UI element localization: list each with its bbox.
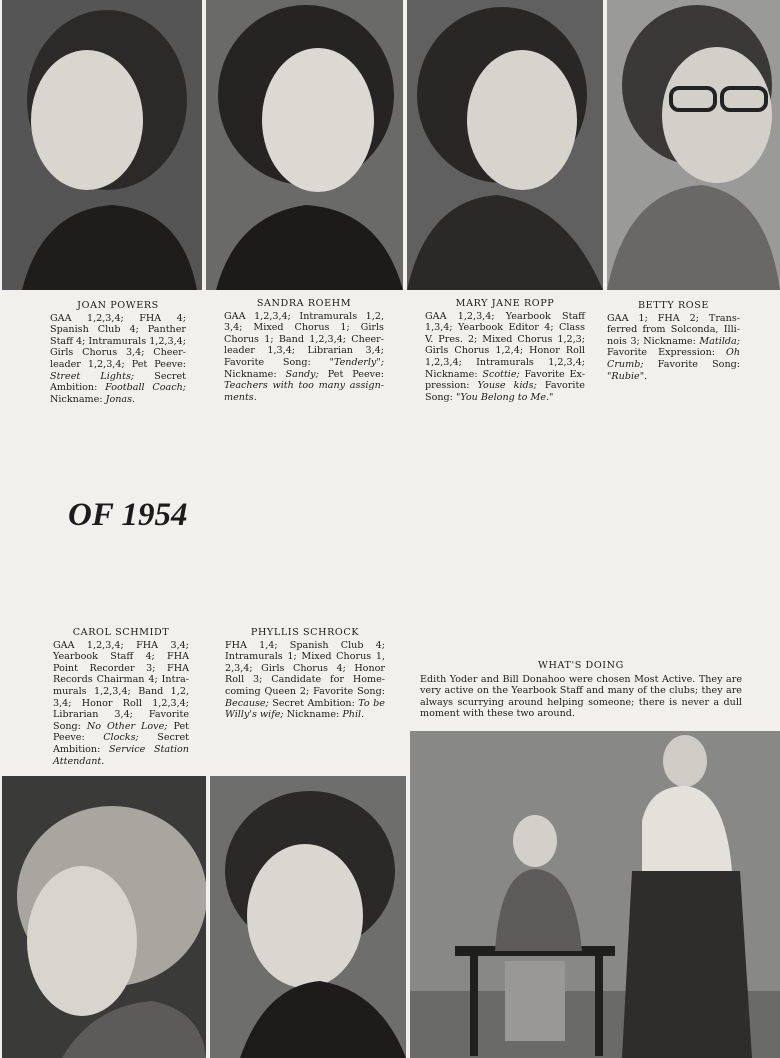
student-activities: GAA 1,2,3,4; FHA 3,4; Yearbook Staff 4; FHA Point Recorder 3; FHA Records Chairman 4; Intra-murals 1,2,3,4; Band 1,2, 3,4; Honor Roll 1,2,3,4; Librarian 3,4; Favorite Song: No Other Love; Pet Peeve: Clocks; Secret Ambition: Service Station Attendant. bbox=[53, 639, 190, 767]
student-name: JOAN POWERS bbox=[77, 300, 159, 311]
photo-edith-yoder-bill-donahoo bbox=[410, 731, 780, 1058]
portrait-carol-schmidt bbox=[2, 776, 206, 1058]
student-name: PHYLLIS SCHROCK bbox=[250, 627, 360, 638]
whats-doing-title: WHAT'S DOING bbox=[538, 660, 624, 671]
student-name: CAROL SCHMIDT bbox=[72, 627, 170, 638]
portrait-joan-powers bbox=[2, 0, 202, 290]
portrait-sandra-roehm bbox=[206, 0, 403, 290]
caption-carol-schmidt bbox=[53, 627, 189, 767]
student-name: BETTY ROSE bbox=[637, 300, 710, 311]
student-name: SANDRA ROEHM bbox=[256, 298, 352, 309]
student-name: MARY JANE ROPP bbox=[455, 298, 555, 309]
caption-sandra-roehm bbox=[224, 298, 384, 403]
portrait-phyllis-schrock bbox=[210, 776, 406, 1058]
student-activities: GAA 1,2,3,4; FHA 4; Spanish Club 4; Panther Staff 4; Intramurals 1,2,3,4; Girls Chorus 3,4; Cheer-leader 1,2,3,4; Pet Peeve: Street Lights; Secret Ambition: Football Coach; Nickname: Jonas. bbox=[50, 312, 186, 405]
whats-doing-text: Edith Yoder and Bill Donahoo were chosen Most Active. They are very active on the Yearbook Staff and many of the clubs; they are always scurrying around helping someone; there is never a dull moment with these two around. bbox=[420, 673, 742, 720]
student-activities: FHA 1,4; Spanish Club 4; Intramurals 1; Mixed Chorus 1, 2,3,4; Girls Chorus 4; Honor Roll 3; Candidate for Home-coming Queen 2; Favorite Song: Because; Secret Ambition: To be Willy's wife; Nickname: Phil. bbox=[225, 639, 385, 721]
student-activities: GAA 1; FHA 2; Trans-ferred from Solconda, Illi-nois 3; Nickname: Matilda; Favorite Expression: Oh Crumb; Favorite Song: "Rubie". bbox=[607, 312, 740, 382]
student-activities: GAA 1,2,3,4; Intramurals 1,2, 3,4; Mixed Chorus 1; Girls Chorus 1; Band 1,2,3,4; Cheer-leader 1,3,4; Librarian 3,4; Favorite Song: "Tenderly"; Nickname: Sandy; Pet Peeve: Teachers with too many assign-ments. bbox=[224, 310, 384, 403]
caption-joan-powers bbox=[50, 300, 186, 405]
class-year-heading: OF 1954 bbox=[68, 497, 188, 533]
student-activities: GAA 1,2,3,4; Yearbook Staff 1,3,4; Yearbook Editor 4; Class V. Pres. 2; Mixed Chorus 1,2,3; Girls Chorus 1,2,4; Honor Roll 1,2,3,4; Intramurals 1,2,3,4; Nickname: Scottie; Favorite Ex-pression: Youse kids; Favorite Song: "You Belong to Me." bbox=[425, 310, 586, 403]
caption-phyllis-schrock bbox=[225, 627, 385, 721]
caption-betty-rose bbox=[607, 300, 740, 382]
portrait-betty-rose bbox=[607, 0, 780, 290]
portrait-mary-jane-ropp bbox=[407, 0, 603, 290]
whats-doing-block bbox=[420, 660, 742, 720]
caption-mary-jane-ropp bbox=[425, 298, 585, 403]
